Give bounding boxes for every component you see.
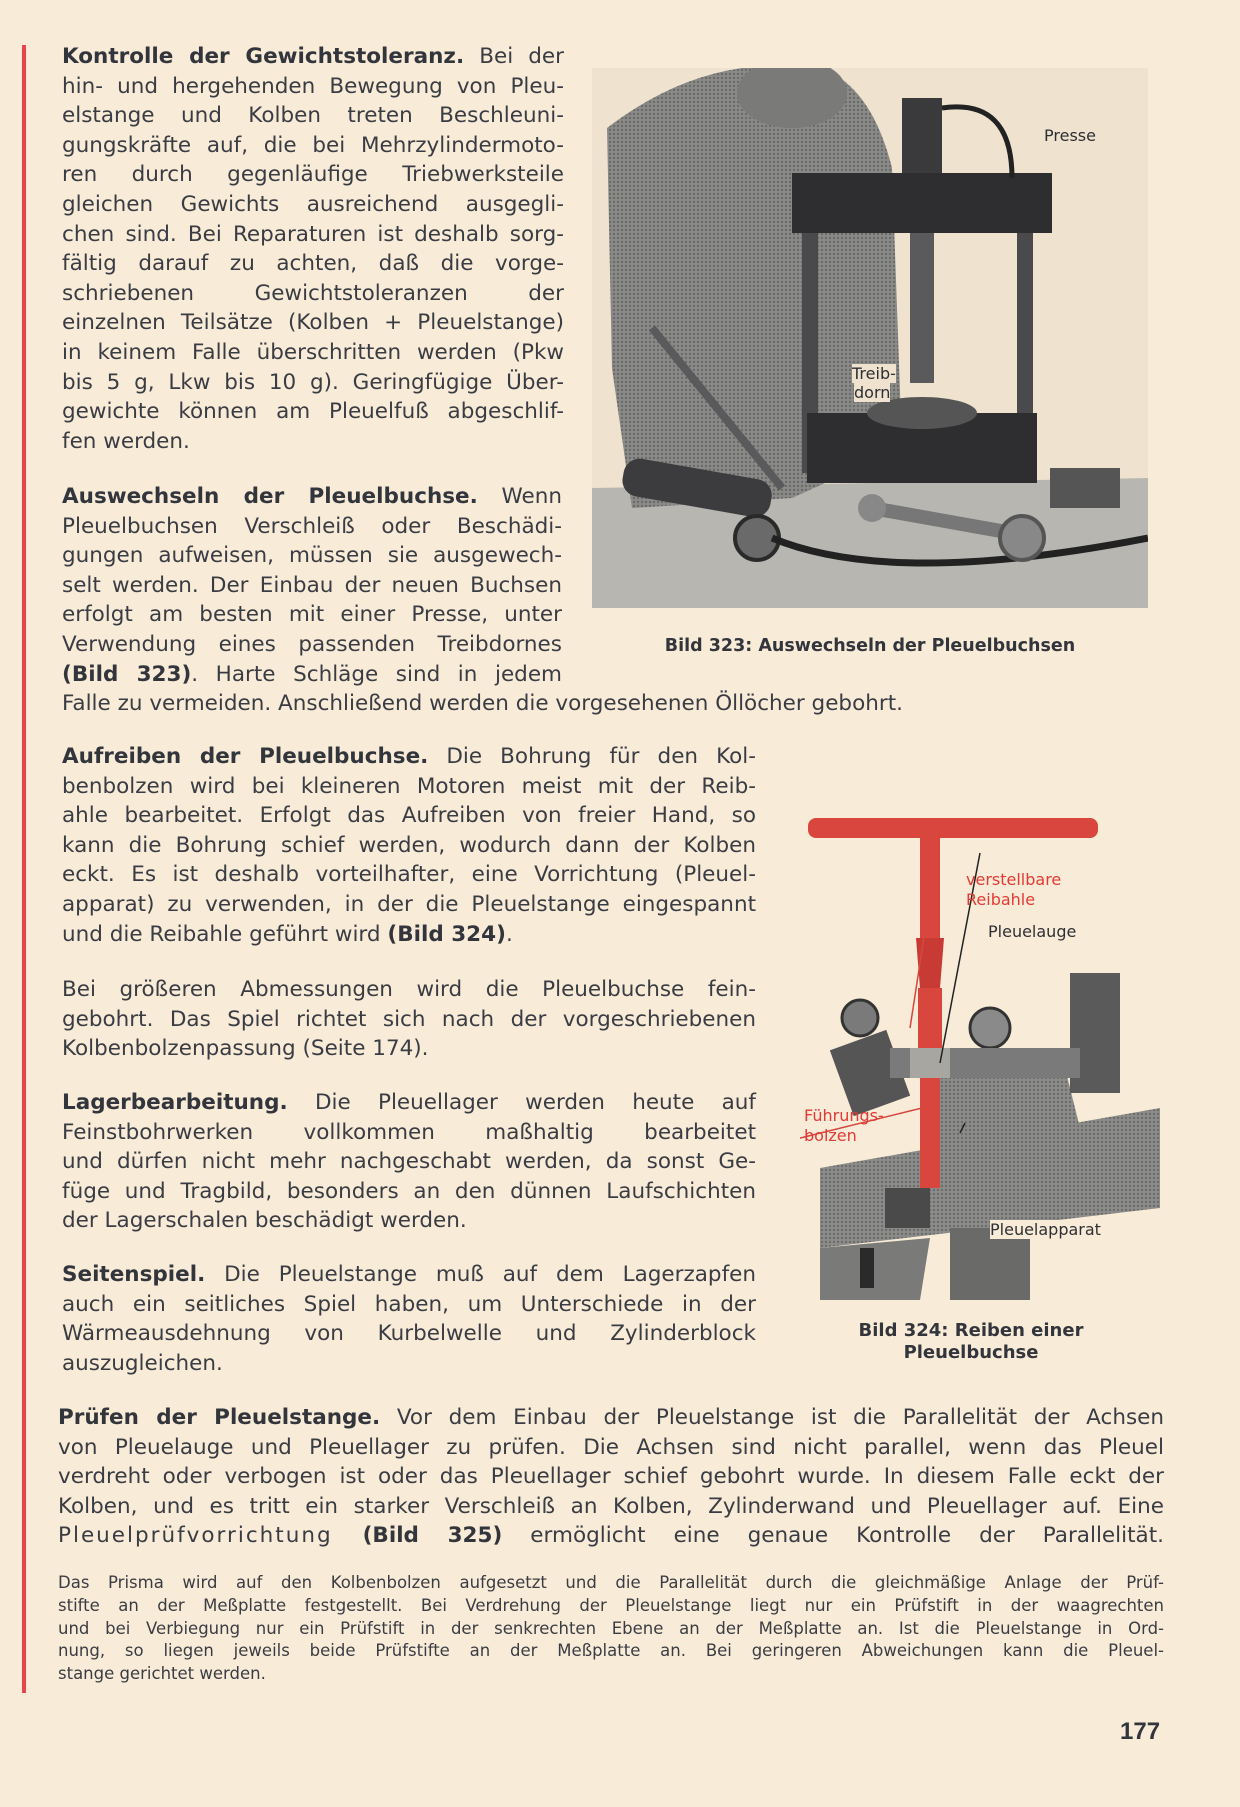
section-larger-dimensions: Bei größeren Abmessungen wird die Pleuelbuchse fein- gebohrt. Das Spiel richtet sich nach der vorgeschriebenen Kolbenbolzenpassung (Seite 174).: [62, 977, 756, 1062]
press-illustration: [592, 68, 1148, 608]
label-guide-2: bolzen: [804, 1126, 857, 1145]
page-number: 177: [1120, 1718, 1161, 1745]
figure-reference[interactable]: (Bild 325): [362, 1523, 503, 1549]
section-heading: Seitenspiel.: [62, 1262, 206, 1287]
figure-reference[interactable]: (Bild 323): [62, 661, 192, 687]
label-reamer-1: verstellbare: [966, 870, 1062, 889]
label-drift-2: dorn: [854, 383, 891, 402]
section-heading: Auswechseln der Pleuelbuchse.: [62, 484, 478, 509]
label-guide-1: Führungs-: [804, 1106, 884, 1125]
section-side-play: Seitenspiel. Die Pleuelstange muß auf dem Lagerzapfen auch ein seitliches Spiel haben, um Unterschiede in der Wärmeausdehnung von Kurbelwelle und Zylinderblock auszugleichen.: [62, 1262, 756, 1376]
section-bearing-machining: Lagerbearbeitung. Die Pleuellager werden heute auf Feinstbohrwerken vollkommen maßhaltig bearbeitet und dürfen nicht mehr nachgeschabt werden, da sonst Ge- füge und Tragbild, besonders an den dünnen Laufschichten der Lagerschalen beschädigt werden.: [62, 1090, 756, 1234]
margin-accent-bar: [22, 45, 26, 1693]
section-rod-check: Prüfen der Pleuelstange. Vor dem Einbau der Pleuelstange ist die Parallelität der Achsen von Pleuelauge und Pleuellager zu prüfen. Die Achsen sind nicht parallel, wenn das Pleuel verdreht oder verbogen ist oder das Pleuellager schief gebohrt wurde. In diesem Falle eckt der Kolben, und es tritt ein starker Verschleiß an Kolben, Zylinderwand und Pleuellager auf. Eine Pleuelprüfvorrichtung (Bild 325) ermöglicht eine genaue Kontrolle der Parallelität.: [58, 1405, 1165, 1549]
section-weight-tolerance: Kontrolle der Gewichtstoleranz. Bei der hin- und hergehenden Bewegung von Pleu- elstange und Kolben treten Beschleuni- gungskräfte auf, die bei Mehrzylindermoto- ren durch gegenläufige Triebwerksteile gleichen Gewichts ausreichend ausgegli- chen sind. Bei Reparaturen ist deshalb sorg- fältig darauf zu achten, daß die vorge- schriebenen Gewichtstoleranzen der einzelnen Teilsätze (Kolben + Pleuelstange) in keinem Falle überschritten werden (Pkw bis 5 g, Lkw bis 10 g). Geringfügige Über- gewichte können am Pleuelfuß abgeschlif- fen werden.: [62, 44, 564, 454]
section-bushing-replacement: Auswechseln der Pleuelbuchse. Wenn Pleuelbuchsen Verschleiß oder Beschädi- gungen aufweisen, müssen sie ausgewech- selt werden. Der Einbau der neuen Buchsen erfolgt am besten mit einer Presse, unter Verwendung eines passenden Treibdornes (Bild 323). Harte Schläge sind in jedem: [62, 484, 562, 687]
section-heading: Kontrolle der Gewichtstoleranz.: [62, 44, 465, 69]
figure-324-caption: Bild 324: Reiben einer Pleuelbuchse: [858, 1320, 1084, 1363]
figure-323-caption: Bild 323: Auswechseln der Pleuelbuchsen: [664, 636, 1076, 656]
section-bushing-replacement-tail: Falle zu vermeiden. Anschließend werden die vorgesehenen Öllöcher gebohrt.: [62, 691, 903, 716]
section-reaming: Aufreiben der Pleuelbuchse. Die Bohrung für den Kol- benbolzen wird bei kleineren Motoren meist mit der Reib- ahle bearbeitet. Erfolgt das Aufreiben von freier Hand, so kann die Bohrung schief werden, wodurch dann der Kolben eckt. Es ist deshalb vorteilhafter, eine Vorrichtung (Pleuel- apparat) zu verwenden, in der die Pleuelstange eingespannt und die Reibahle geführt wird (Bild 324).: [62, 744, 756, 947]
label-drift-1: Treib-: [852, 364, 896, 383]
figure-323-press-photo: [592, 68, 1148, 608]
figure-reference[interactable]: (Bild 324): [387, 921, 506, 947]
label-press: Presse: [1044, 126, 1096, 145]
section-heading: Lagerbearbeitung.: [62, 1090, 288, 1115]
section-heading: Prüfen der Pleuelstange.: [58, 1405, 381, 1430]
prism-note: Das Prisma wird auf den Kolbenbolzen aufgesetzt und die Parallelität durch die gleichmäßige Anlage der Prüf- stifte an der Meßplatte festgestellt. Bei Verdrehung der Pleuelstange liegt nur ein Prüfstift in der waagrechten und bei Verbiegung nur ein Prüfstift in der senkrechten Ebene an der Meßplatte an. Ist die Pleuelstange in Ord- nung, so liegen jeweils beide Prüfstifte an der Meßplatte an. Bei geringeren Abweichungen kann die Pleuel- stange gerichtet werden.: [58, 1573, 1164, 1684]
label-small-end: Pleuelauge: [988, 922, 1077, 941]
label-apparatus: Pleuelapparat: [990, 1220, 1101, 1239]
section-heading: Aufreiben der Pleuelbuchse.: [62, 744, 429, 769]
figure-324-reamer-photo: [800, 808, 1165, 1300]
label-reamer-2: Reibahle: [966, 890, 1036, 909]
